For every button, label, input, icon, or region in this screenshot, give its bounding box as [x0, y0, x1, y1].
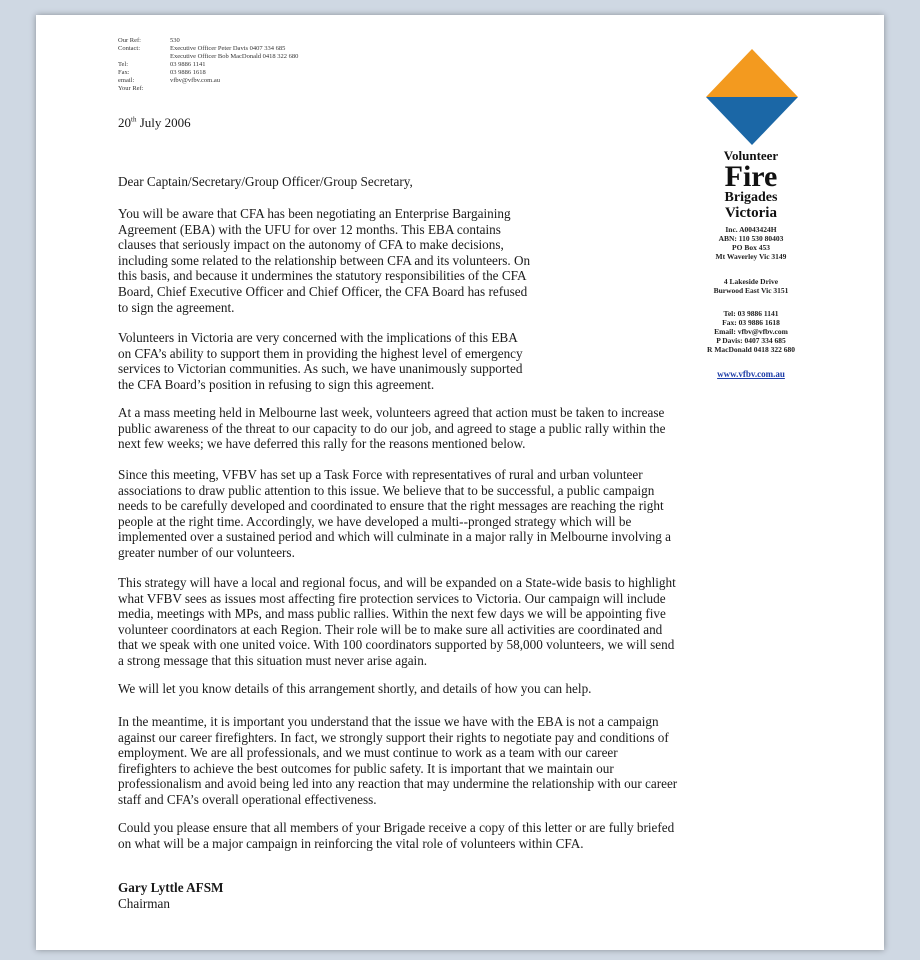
org-name-line: Brigades [724, 190, 778, 205]
org-name-line: Volunteer [723, 148, 779, 163]
website-link[interactable]: www.vfbv.com.au [717, 369, 785, 379]
body-paragraph: At a mass meeting held in Melbourne last week, volunteers agreed that action must be taken to increase public awareness of the threat to our capacity to do our job, and agreed to stage a public rally within the next few weeks; we have deferred this rally for the reasons mentioned below. [118, 405, 666, 452]
ref-label: Your Ref: [118, 85, 144, 92]
ref-label: Tel: [118, 61, 129, 68]
ref-value: vfbv@vfbv.com.au [170, 77, 220, 84]
body-paragraph: You will be aware that CFA has been negotiating an Enterprise Bargaining Agreement (EBA) with the UFU for over 12 months. This EBA contains clauses that seriously impact on the autonomy of CFA to make decisions, including some related to the relationship between CFA and its volunteers. On this basis, and because it undermines the statutory responsibilities of the CFA Board, Chief Executive Officer and Chief Officer, the CFA Board has refused to sign the agreement. [118, 206, 531, 315]
ref-label: Contact: [118, 45, 141, 52]
signatory-title: Chairman [118, 896, 171, 911]
date-day: 20 [118, 115, 131, 130]
ref-row [118, 37, 298, 45]
reference-block [118, 37, 298, 93]
body-paragraph: In the meantime, it is important you understand that the issue we have with the EBA is not a campaign against our career firefighters. In fact, we strongly support their rights to negotiate pay and conditions of employment. We are all professionals, and we must continue to work as a team with our career firefighters to achieve the best outcomes for public safety. It is important that we maintain our professionalism and avoid being led into any reaction that may undermine the relationship with our career staff and CFA’s overall operational effectiveness. [118, 714, 678, 807]
body-paragraph: Could you please ensure that all members of your Brigade receive a copy of this letter or are fully briefed on what will be a major campaign in reinforcing the vital role of volunteers within CFA. [118, 820, 675, 851]
logo-bottom-half [706, 97, 798, 145]
registration-details: Inc. A0043424H ABN: 110 530 80403 PO Box 453 Mt Waverley Vic 3149 [715, 225, 787, 261]
organisation-name [676, 149, 826, 221]
body-paragraph: Volunteers in Victoria are very concerned with the implications of this EBA on CFA’s ability to support them in providing the highest level of emergency services to Victorian communities. As such, we have unanimously supported the CFA Board’s position in refusing to sign this agreement. [118, 330, 523, 392]
ref-row [118, 53, 298, 61]
ref-value: 03 9886 1618 [170, 69, 206, 76]
letter-page [36, 15, 884, 950]
ref-label: Fax: [118, 69, 130, 76]
street-address: 4 Lakeside Drive Burwood East Vic 3151 [713, 277, 789, 295]
body-paragraph: We will let you know details of this arrangement shortly, and details of how you can help. [118, 681, 592, 696]
ref-value: Executive Officer Bob MacDonald 0418 322 680 [170, 53, 299, 60]
ref-label [118, 53, 170, 61]
date-suffix: th [131, 115, 137, 124]
salutation: Dear Captain/Secretary/Group Officer/Group Secretary, [118, 174, 413, 189]
ref-row [118, 85, 298, 93]
letter-date [118, 115, 191, 131]
ref-row [118, 61, 298, 69]
signatory-name: Gary Lyttle AFSM [118, 880, 224, 895]
ref-label: Our Ref: [118, 37, 141, 44]
vfbv-diamond-logo-icon [704, 47, 800, 147]
ref-value: 03 9886 1141 [170, 61, 206, 68]
phone-contacts: Tel: 03 9886 1141 Fax: 03 9886 1618 Email: vfbv@vfbv.com P Davis: 0407 334 685 R MacDonald 0418 322 680 [707, 309, 795, 354]
date-rest: July 2006 [136, 115, 191, 130]
org-name-line: Fire [724, 160, 778, 193]
ref-row [118, 77, 298, 85]
ref-row [118, 69, 298, 77]
org-name-line: Victoria [725, 205, 777, 221]
ref-label: email: [118, 77, 135, 84]
logo-top-half [706, 49, 798, 97]
ref-value: Executive Officer Peter Davis 0407 334 685 [170, 45, 286, 52]
ref-value: 530 [170, 37, 180, 44]
ref-row [118, 45, 298, 53]
body-paragraph: This strategy will have a local and regional focus, and will be expanded on a State-wide basis to highlight what VFBV sees as issues most affecting fire protection services to Victoria. Our campaign will include media, meetings with MPs, and mass public rallies. Within the next few days we will be appointing five volunteer coordinators at each Region. Their role will be to make sure all activities are coordinated and that we speak with one united voice. With 100 coordinators supported by 58,000 volunteers, we will send a strong message that this situation must never arise again. [118, 575, 676, 668]
body-paragraph: Since this meeting, VFBV has set up a Task Force with representatives of rural and urban volunteer associations to draw public attention to this issue. We believe that to be successful, a public campaign needs to be carefully developed and coordinated to ensure that the right messages are reaching the right people at the right time. Accordingly, we have developed a multi--pronged strategy which will be implemented over a sustained period and which will culminate in a major rally in Melbourne involving a greater number of our volunteers. [118, 467, 671, 560]
